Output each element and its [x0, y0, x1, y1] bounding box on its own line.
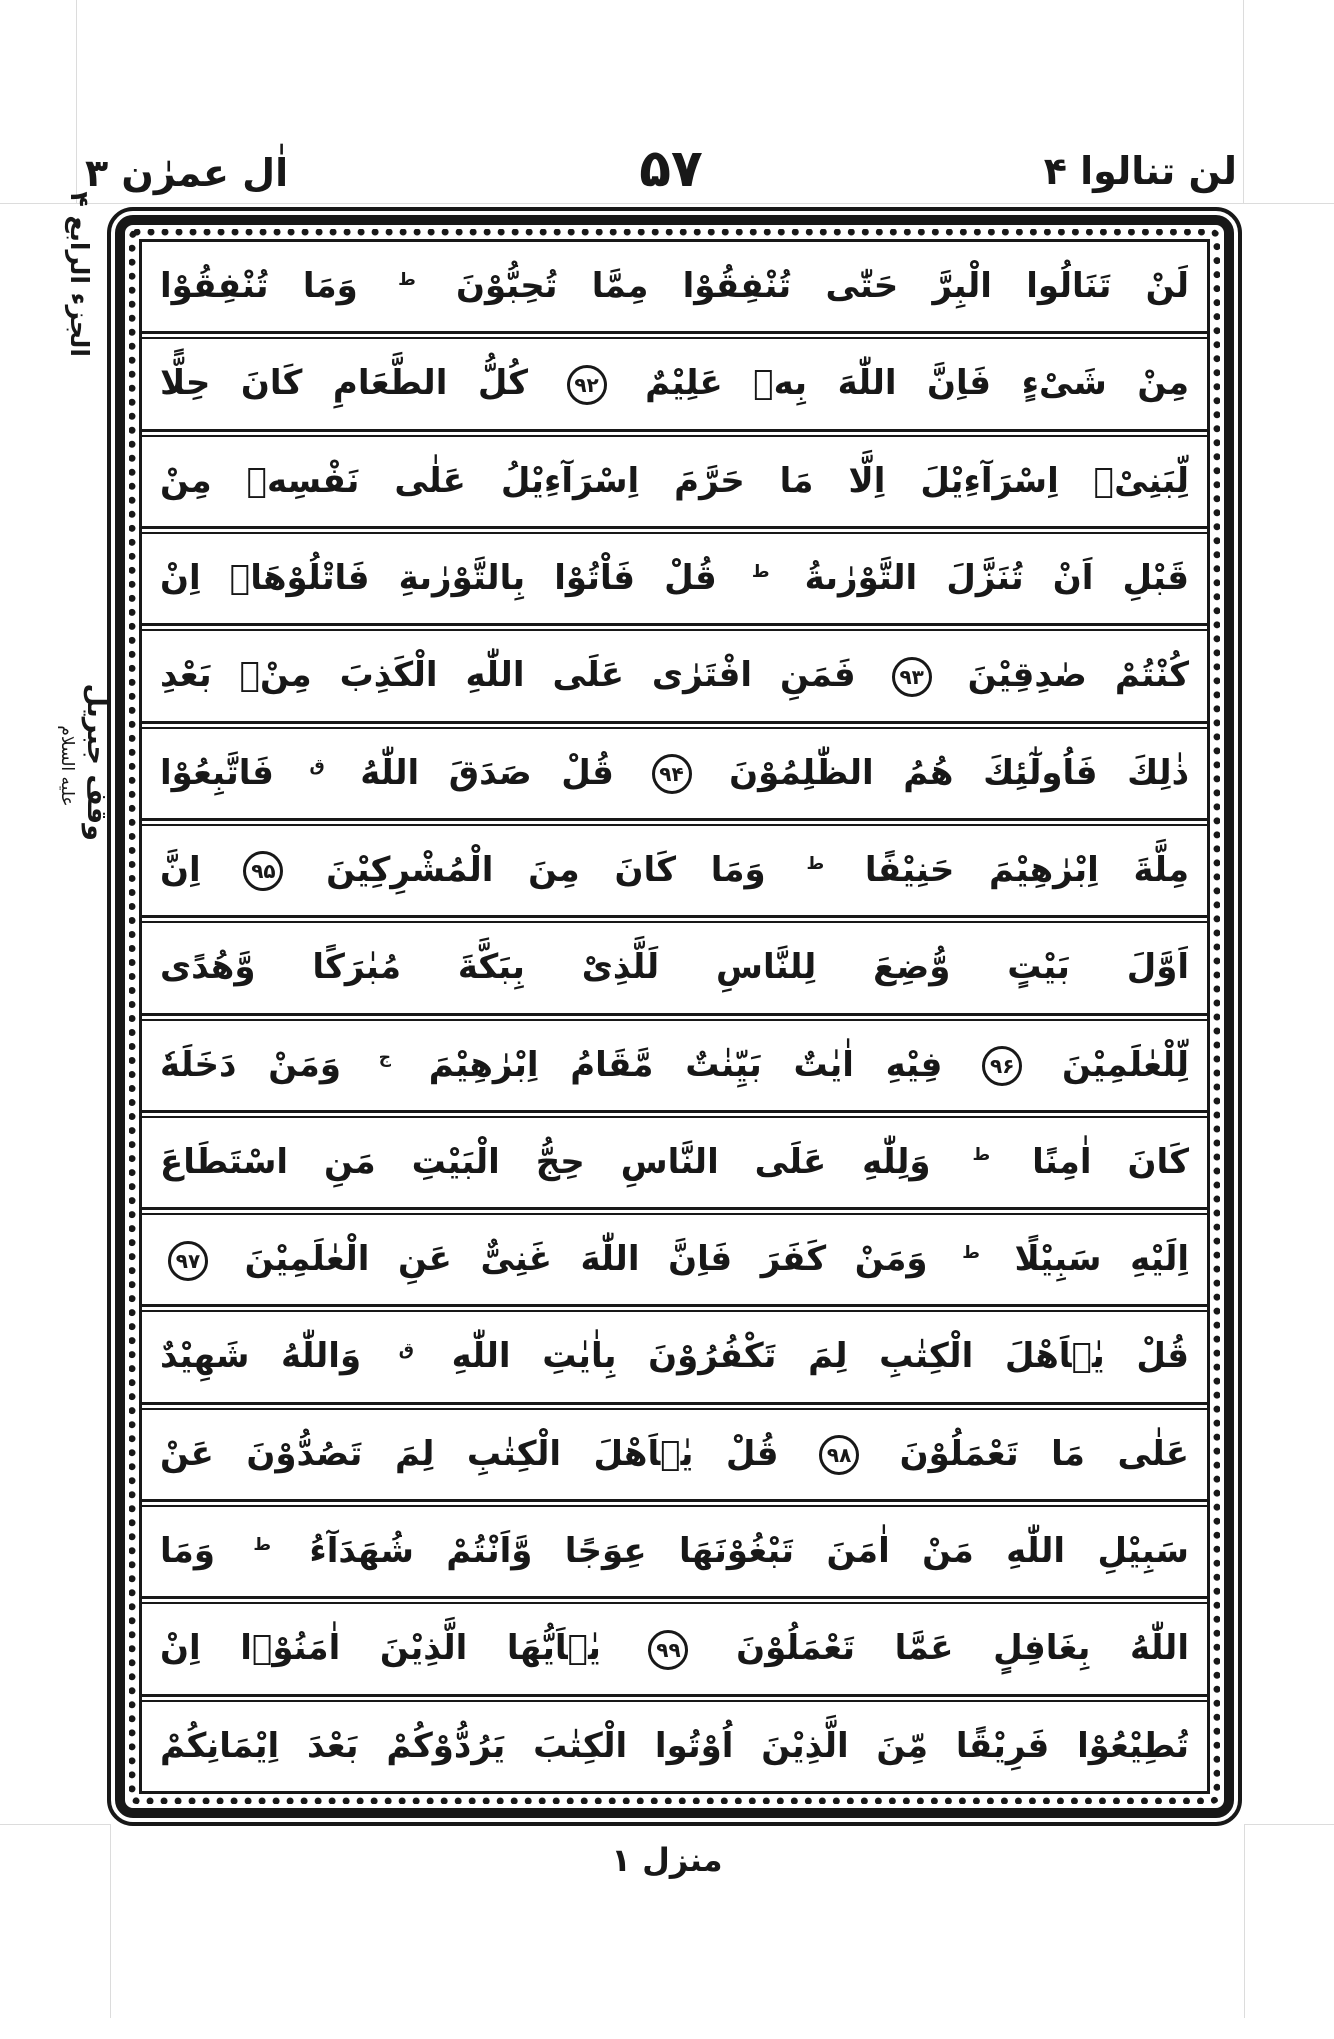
margin-note-waqf-sub: عليه السلام	[57, 725, 77, 807]
quran-text-segment: فِیْهِ اٰیٰتٌ بَیِّنٰتٌ مَّقَامُ اِبْرٰهِیْمَ	[428, 1044, 943, 1085]
quran-text-segment: اللّٰهُ بِغَافِلٍ عَمَّا تَعْمَلُوْنَ	[736, 1628, 1189, 1669]
line-separator-rule	[142, 1596, 1207, 1604]
quran-text-segment: سَبِیْلِ اللّٰهِ مَنْ اٰمَنَ تَبْغُوْنَهَا عِوَجًا وَّاَنْتُمْ شُهَدَآءُ	[309, 1531, 1189, 1572]
quran-text-segment: وَمَا تُنْفِقُوْا	[160, 266, 358, 306]
waqf-mark: ط	[751, 561, 770, 582]
line-separator-rule	[142, 429, 1207, 437]
scan-line-bottom-left-horizontal	[0, 1824, 110, 1825]
quran-text-block	[139, 239, 1210, 1794]
scan-line-bottom-right-vertical	[1244, 1824, 1245, 2018]
quran-text-segment: كُنْتُمْ صٰدِقِیْنَ	[967, 655, 1190, 696]
line-separator-rule	[142, 623, 1207, 631]
scan-line-bottom-left-vertical	[110, 1824, 111, 2018]
line-separator-rule	[142, 1110, 1207, 1118]
frame-dotted-chain	[129, 229, 1220, 1804]
quran-text-segment: اِنَّ	[160, 849, 201, 890]
quran-text-segment: لِّبَنِیْۤ اِسْرَآءِیْلَ اِلَّا مَا حَرَّمَ اِسْرَآءِیْلُ عَلٰى نَفْسِهٖ مِنْ	[160, 460, 1189, 501]
quran-text-segment: وَمَا كَانَ مِنَ الْمُشْرِكِیْنَ	[326, 849, 766, 890]
scan-line-top-left-vertical	[76, 0, 77, 203]
frame-thick-band	[115, 215, 1234, 1818]
quran-line	[142, 534, 1207, 623]
quran-text-segment: تُطِیْعُوْا فَرِیْقًا مِّنَ الَّذِیْنَ اُوْتُوا الْكِتٰبَ یَرُدُّوْكُمْ بَعْدَ اِیْمَانِكُمْ	[160, 1725, 1189, 1766]
quran-text-segment: قُلْ فَاْتُوْا بِالتَّوْرٰىةِ فَاتْلُوْهَاۤ اِنْ	[160, 557, 717, 598]
ayah-number-badge: ۹۷	[168, 1241, 208, 1281]
quran-line	[142, 339, 1207, 428]
quran-text-segment: وَمَا	[160, 1531, 215, 1572]
ayah-number-badge: ۹۴	[652, 754, 692, 794]
quran-text-segment: قَبْلِ اَنْ تُنَزَّلَ التَّوْرٰىةُ	[804, 557, 1190, 598]
waqf-mark: ق	[309, 756, 325, 777]
quran-line	[142, 437, 1207, 526]
quran-text-segment: كُلُّ الطَّعَامِ كَانَ حِلًّا	[160, 363, 529, 404]
footer-manzil-label: منزل ۱	[611, 1841, 723, 1879]
quran-text-segment: مِنْ شَیْءٍ فَاِنَّ اللّٰهَ بِهٖ عَلِیْمٌ	[645, 363, 1189, 404]
margin-note-juz: الجزء الرابع ۴	[65, 191, 94, 357]
scan-line-top-right-vertical	[1243, 0, 1244, 203]
margin-note-waqf-main: وقف جبريل	[81, 683, 112, 841]
quran-line	[142, 1604, 1207, 1693]
line-separator-rule	[142, 721, 1207, 729]
ayah-number-badge: ۹۳	[892, 657, 932, 697]
waqf-mark: ج	[378, 1048, 392, 1069]
quran-text-segment: لَنْ تَنَالُوا الْبِرَّ حَتّٰى تُنْفِقُوْا مِمَّا تُحِبُّوْنَ	[456, 266, 1190, 306]
quran-text-segment: وَمَنْ دَخَلَهٗ	[160, 1044, 341, 1085]
waqf-mark: ط	[398, 269, 416, 290]
line-separator-rule	[142, 1013, 1207, 1021]
quran-line	[142, 826, 1207, 915]
ayah-number-badge: ۹۲	[567, 365, 607, 405]
line-separator-rule	[142, 915, 1207, 923]
line-separator-rule	[142, 331, 1207, 339]
quran-text-segment: وَاللّٰهُ شَهِیْدٌ	[160, 1336, 362, 1377]
quran-text-segment: اِلَیْهِ سَبِیْلًا	[1014, 1239, 1190, 1280]
ayah-number-badge: ۹۸	[819, 1435, 859, 1475]
frame-outer-line	[107, 207, 1242, 1826]
waqf-mark: ط	[962, 1242, 980, 1263]
quran-text-segment: فَمَنِ افْتَرٰى عَلَى اللّٰهِ الْكَذِبَ مِنْۢ بَعْدِ	[160, 655, 856, 696]
quran-line	[142, 1507, 1207, 1596]
quran-text-segment: وَمَنْ كَفَرَ فَاِنَّ اللّٰهَ غَنِیٌّ عَنِ الْعٰلَمِیْنَ	[244, 1239, 928, 1280]
quran-text-segment: لِّلْعٰلَمِیْنَ	[1061, 1044, 1189, 1085]
ayah-number-badge: ۹۵	[243, 851, 283, 891]
quran-text-segment: كَانَ اٰمِنًا	[1032, 1141, 1190, 1182]
line-separator-rule	[142, 526, 1207, 534]
quran-line	[142, 631, 1207, 720]
decorative-border-frame	[107, 207, 1242, 1826]
quran-text-segment: قُلْ یٰۤاَهْلَ الْكِتٰبِ لِمَ تَكْفُرُوْنَ بِاٰیٰتِ اللّٰهِ	[451, 1336, 1189, 1377]
quran-line	[142, 242, 1207, 331]
scan-line-bottom-right-horizontal	[1244, 1824, 1334, 1825]
quran-text-segment: وَلِلّٰهِ عَلَى النَّاسِ حِجُّ الْبَیْتِ مَنِ اسْتَطَاعَ	[160, 1141, 931, 1182]
quran-line	[142, 1702, 1207, 1791]
line-separator-rule	[142, 1499, 1207, 1507]
waqf-mark: ط	[806, 853, 825, 874]
waqf-mark: ق	[398, 1340, 414, 1361]
ayah-number-badge: ۹۹	[648, 1630, 688, 1670]
waqf-mark: ط	[253, 1534, 271, 1555]
line-separator-rule	[142, 818, 1207, 826]
line-separator-rule	[142, 1402, 1207, 1410]
quran-text-segment: یٰۤاَیُّهَا الَّذِیْنَ اٰمَنُوْۤا اِنْ	[160, 1628, 601, 1669]
quran-text-segment: ذٰلِكَ فَاُولٰٓئِكَ هُمُ الظّٰلِمُوْنَ	[729, 752, 1190, 793]
quran-line	[142, 1410, 1207, 1499]
scan-line-top-horizontal	[0, 203, 1334, 204]
quran-text-segment: عَلٰى مَا تَعْمَلُوْنَ	[899, 1433, 1190, 1474]
quran-text-segment: اَوَّلَ بَیْتٍ وُّضِعَ لِلنَّاسِ لَلَّذِیْ بِبَكَّةَ مُبٰرَكًا وَّهُدًى	[160, 947, 1189, 988]
quran-line	[142, 923, 1207, 1012]
quran-text-segment: فَاتَّبِعُوْا	[160, 752, 274, 793]
line-separator-rule	[142, 1694, 1207, 1702]
quran-line	[142, 1118, 1207, 1207]
ayah-number-badge: ۹۶	[982, 1046, 1022, 1086]
waqf-mark: ط	[972, 1145, 991, 1166]
quran-line	[142, 1215, 1207, 1304]
header-page-number: ۵۷	[639, 139, 703, 199]
quran-line	[142, 729, 1207, 818]
quran-text-segment: قُلْ صَدَقَ اللّٰهُ	[360, 752, 614, 793]
quran-text-segment: مِلَّةَ اِبْرٰهِیْمَ حَنِیْفًا	[864, 849, 1190, 890]
quran-line	[142, 1312, 1207, 1401]
line-separator-rule	[142, 1304, 1207, 1312]
quran-line	[142, 1021, 1207, 1110]
quran-text-segment: قُلْ یٰۤاَهْلَ الْكِتٰبِ لِمَ تَصُدُّوْنَ عَنْ	[160, 1433, 779, 1474]
line-separator-rule	[142, 1207, 1207, 1215]
header-surah-title: اٰل عمرٰن ۳	[85, 151, 289, 195]
margin-note-waqf	[50, 683, 114, 841]
header-juz-title: لن تنالوا ۴	[1043, 149, 1237, 193]
